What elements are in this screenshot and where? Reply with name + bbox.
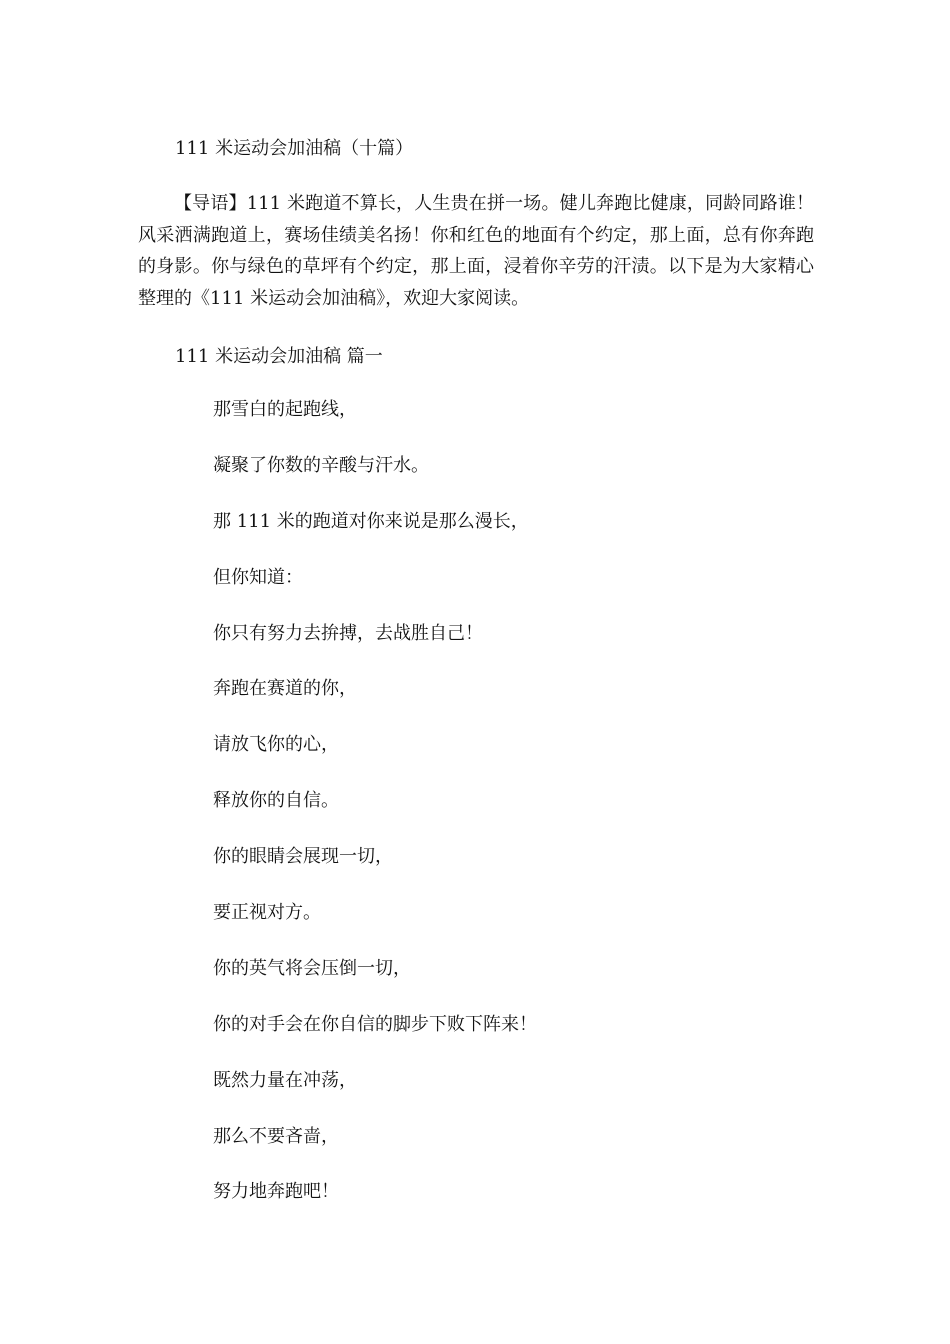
poem-line: 奔跑在赛道的你， xyxy=(213,678,357,700)
poem-line: 你的英气将会压倒一切， xyxy=(213,957,411,979)
poem-line: 那雪白的起跑线， xyxy=(213,399,357,420)
poem xyxy=(213,397,537,1235)
poem-line: 凝聚了你数的辛酸与汗水。 xyxy=(213,454,429,476)
poem-line: 既然力量在冲荡， xyxy=(213,1069,357,1091)
section-heading: 111 米运动会加油稿 篇一 xyxy=(175,346,383,367)
poem-line: 你的眼睛会展现一切， xyxy=(213,846,393,868)
poem-line: 请放飞你的心， xyxy=(213,734,339,756)
poem-line: 但你知道： xyxy=(213,566,303,588)
poem-line: 你只有努力去拚搏，去战胜自己！ xyxy=(213,622,483,644)
intro-paragraph: 【导语】111 米跑道不算长，人生贵在拼一场。健儿奔跑比健康，同龄同路谁！风采洒满跑道上，赛场佳绩美名扬！你和红色的地面有个约定，那上面，总有你奔跑的身影。你与绿色的草坪有个约定，那上面，浸着你辛劳的汗渍。以下是为大家精心整理的《111 米运动会加油稿》，欢迎大家阅读。 xyxy=(138,193,814,309)
poem-line: 努力地奔跑吧！ xyxy=(213,1181,339,1203)
poem-line: 释放你的自信。 xyxy=(213,790,339,812)
poem-line: 要正视对方。 xyxy=(213,902,321,924)
poem-line: 那么不要吝啬， xyxy=(213,1125,339,1147)
poem-line: 你的对手会在你自信的脚步下败下阵来！ xyxy=(213,1013,537,1035)
poem-line: 那 111 米的跑道对你来说是那么漫长， xyxy=(213,510,529,532)
document-title: 111 米运动会加油稿（十篇） xyxy=(175,138,414,159)
